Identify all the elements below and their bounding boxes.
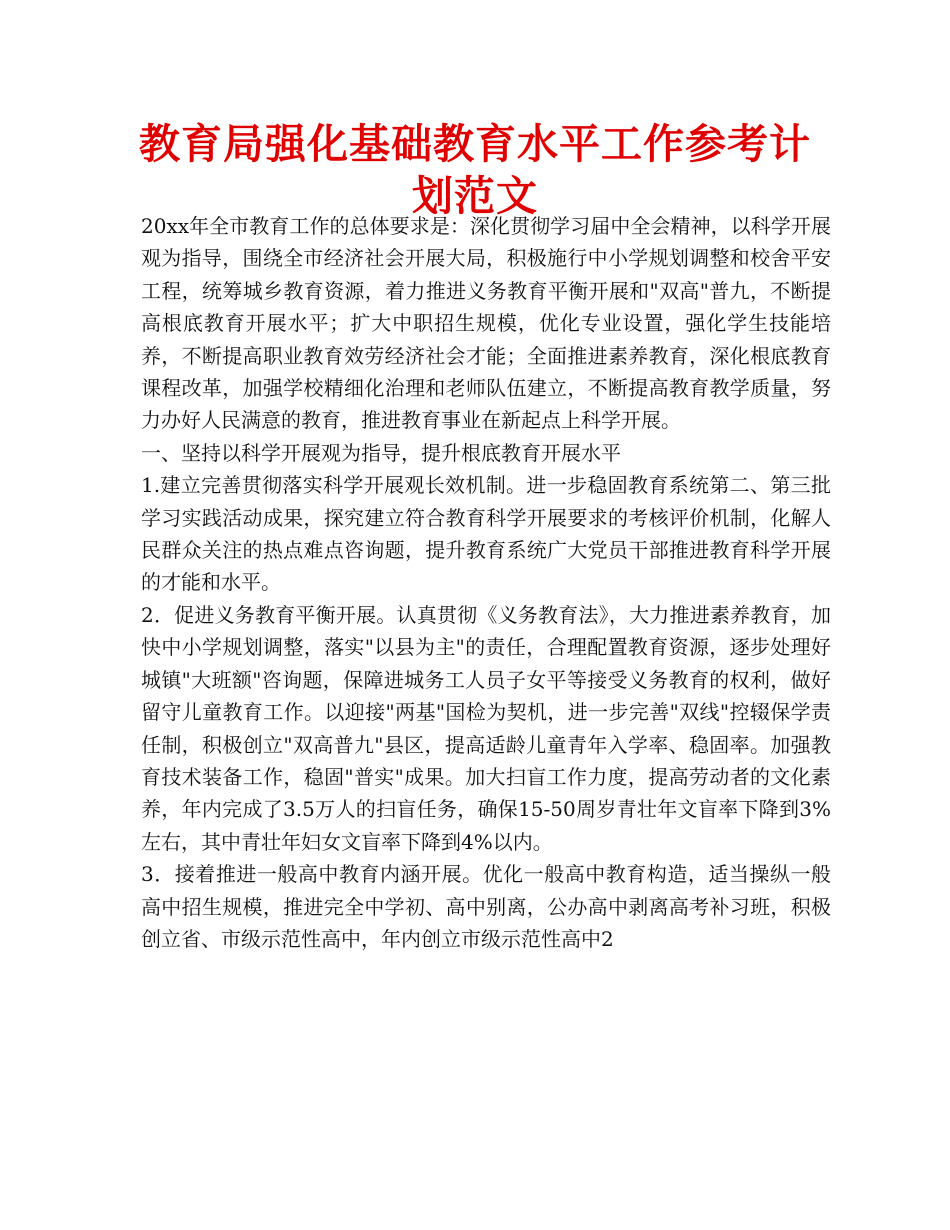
paragraph-item-2: 2．促进义务教育平衡开展。认真贯彻《义务教育法》，大力推进素养教育，加快中小学规划调整，落实"以县为主"的责任，合理配置教育资源，逐步处理好城镇"大班额"咨询题，保障进城务工人员子女平等接受义务教育的权利，做好留守儿童教育工作。以迎接"两基"国检为契机，进一步完善"双线"控辍保学责任制，积极创立"双高普九"县区，提高适龄儿童青年入学率、稳固率。加强教育技术装备工作，稳固"普实"成果。加大扫盲工作力度，提高劳动者的文化素养，年内完成了3.5万人的扫盲任务，确保15-50周岁青壮年文盲率下降到3%左右，其中青壮年妇女文盲率下降到4%以内。 bbox=[141, 602, 831, 854]
document-title: 教育局强化基础教育水平工作参考计划范文 bbox=[139, 120, 811, 220]
paragraph-item-3: 3．接着推进一般高中教育内涵开展。优化一般高中教育构造，适当操纵一般高中招生规模，推进完全中学初、高中别离，公办高中剥离高考补习班，积极创立省、市级示范性高中，年内创立市级示范性高中2 bbox=[141, 862, 831, 951]
paragraph-intro: 20xx年全市教育工作的总体要求是：深化贯彻学习届中全会精神，以科学开展观为指导，围绕全市经济社会开展大局，积极施行中小学规划调整和校舍平安工程，统筹城乡教育资源，着力推进义务教育平衡开展和"双高"普九，不断提高根底教育开展水平；扩大中职招生规模，优化专业设置，强化学生技能培养，不断提高职业教育效劳经济社会才能；全面推进素养教育，深化根底教育课程改革，加强学校精细化治理和老师队伍建立，不断提高教育教学质量，努力办好人民满意的教育，推进教育事业在新起点上科学开展。 bbox=[141, 214, 831, 433]
section-heading-1: 一、坚持以科学开展观为指导，提升根底教育开展水平 bbox=[141, 440, 621, 465]
paragraph-item-1: 1.建立完善贯彻落实科学开展观长效机制。进一步稳固教育系统第二、第三批学习实践活动成果，探究建立符合教育科学开展要求的考核评价机制，化解人民群众关注的热点难点咨询题，提升教育系统广大党员干部推进教育科学开展的才能和水平。 bbox=[141, 473, 831, 595]
document-body bbox=[141, 210, 831, 955]
